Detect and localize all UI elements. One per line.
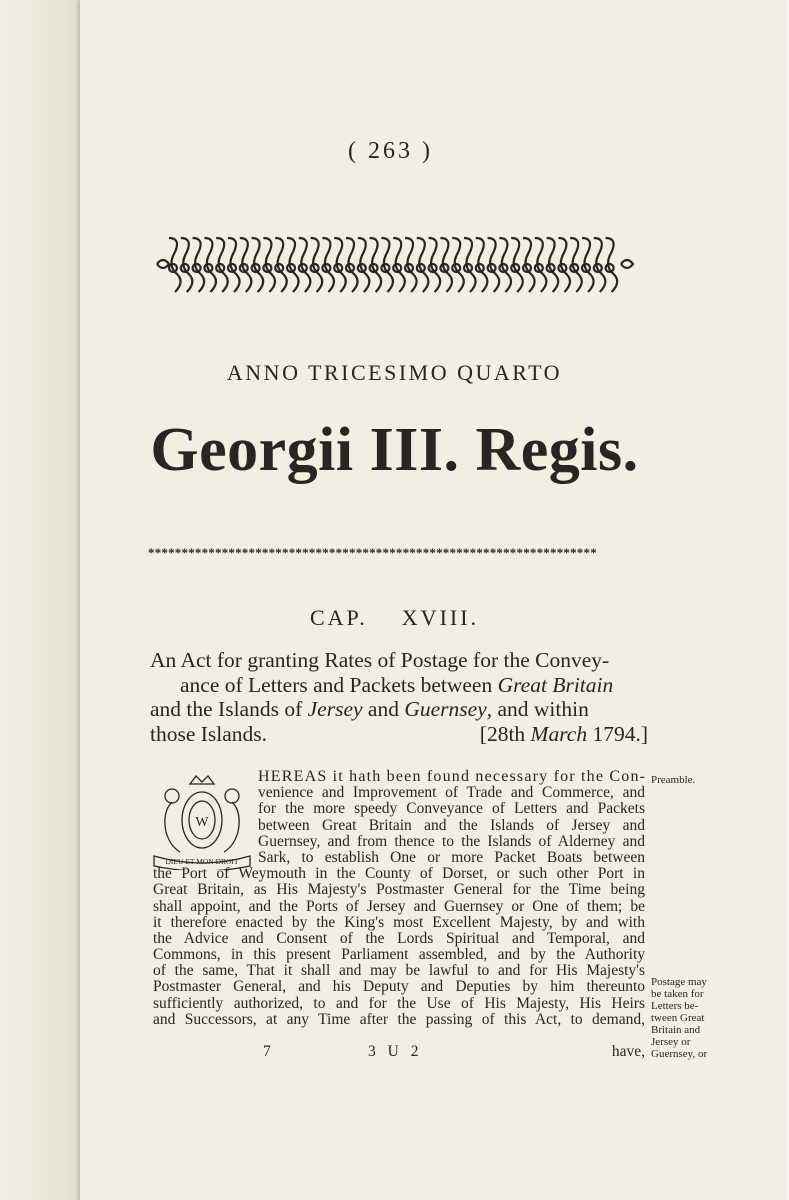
body-line: it therefore enacted by the King's most Excellent Majesty, by and with	[153, 913, 645, 931]
margin-note-line: tween Great	[651, 1012, 705, 1024]
body-line: Sark, to establish One or more Packet Boats between	[258, 848, 645, 866]
body-line: between Great Britain and the Islands of Jersey and	[258, 816, 645, 834]
margin-note-line: be taken for	[651, 988, 704, 1000]
body-line: Postmaster General, and his Deputy and Deputies by him thereunto	[153, 978, 645, 996]
reign-heading: Georgii III. Regis.	[150, 416, 639, 484]
act-date: [28th March 1794.]	[479, 721, 648, 746]
act-body-text	[153, 769, 645, 1028]
body-line: for the more speedy Conveyance of Letters and Packets	[258, 800, 645, 818]
binding-gutter	[0, 0, 80, 1200]
margin-note-line: Letters be-	[651, 1000, 699, 1012]
body-line: and Successors, at any Time after the passing of this Act, to demand,	[153, 1010, 645, 1028]
title-line-3: and the Islands of Jersey and Guernsey, and within	[150, 697, 589, 721]
signature-mark: 3 U 2	[368, 1043, 423, 1060]
margin-note-preamble: Preamble.	[651, 774, 696, 786]
chapter-heading	[0, 605, 789, 631]
body-line: HEREAS it hath been found necessary for the Con-	[258, 768, 647, 785]
title-line-1: An Act for granting Rates of Postage for the Convey-	[150, 648, 610, 672]
chapter-label: CAP.	[309, 605, 368, 630]
emblem-motto: DIEU ET MON DROIT	[165, 857, 239, 866]
anno-heading: ANNO TRICESIMO QUARTO	[226, 360, 563, 385]
margin-note-line: Jersey or	[651, 1036, 691, 1048]
body-line: the Port of Weymouth in the County of Dorset, or such other Port in	[153, 865, 645, 883]
body-line: the Advice and Consent of the Lords Spiritual and Temporal, and	[153, 929, 645, 947]
emblem-cipher: W	[195, 815, 209, 830]
title-line-2: ance of Letters and Packets between Great Britain	[180, 672, 614, 697]
body-line: Commons, in this present Parliament assembled, and by the Authority	[153, 946, 645, 964]
star-divider: *******************************************************************	[148, 545, 597, 560]
margin-note-line: Britain and	[651, 1024, 701, 1036]
body-line: of the same, That it shall and may be lawful to and for His Majesty's	[153, 962, 645, 980]
margin-note-postage	[651, 976, 707, 1060]
page-number: ( 263 )	[348, 138, 433, 164]
margin-note-line: Postage may	[651, 976, 707, 988]
body-line: Great Britain, as His Majesty's Postmaster General for the Time being	[153, 881, 645, 899]
chapter-number: XVIII.	[401, 605, 480, 630]
body-line: Guernsey, and from thence to the Islands of Alderney and	[258, 832, 645, 850]
title-line-4: those Islands. [28th March 1794.]	[150, 721, 648, 746]
body-line: venience and Improvement of Trade and Commerce, and	[258, 784, 645, 802]
margin-note-line: Guernsey, or	[651, 1048, 708, 1060]
act-title	[150, 648, 650, 746]
body-line: shall appoint, and the Ports of Jersey and Guernsey or One of them; be	[153, 897, 645, 915]
signature-number: 7	[263, 1043, 271, 1060]
decorative-ornament-band	[155, 228, 635, 298]
catchword: have,	[611, 1043, 645, 1060]
body-line: sufficiently authorized, to and for the Use of His Majesty, His Heirs	[153, 994, 645, 1012]
